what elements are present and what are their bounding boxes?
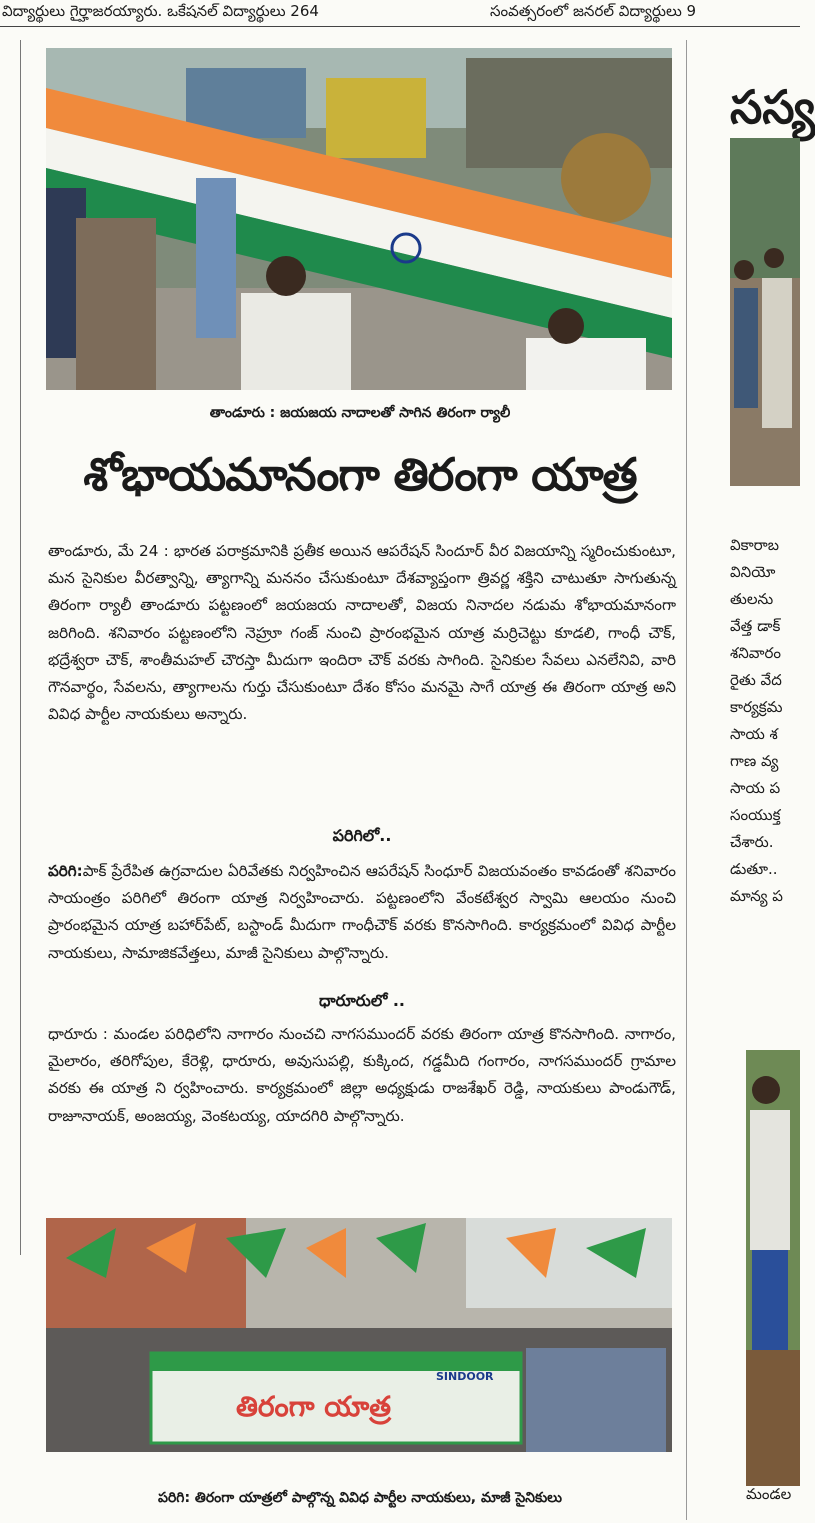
- adjacent-line: గాణ వ్య: [730, 752, 779, 770]
- adjacent-line: డుతూ..: [730, 860, 778, 878]
- column-rule-right: [686, 40, 687, 1520]
- article-headline: శోభాయమానంగా తిరంగా యాత్ర: [83, 448, 637, 501]
- adjacent-line: శనివారం: [730, 644, 782, 662]
- adjacent-line: చేశారు.: [730, 833, 774, 851]
- adjacent-line: వినియో: [730, 563, 776, 581]
- strip-right-text: సంవత్సరంలో జనరల్ విద్యార్థులు 9: [490, 2, 697, 20]
- adjacent-text-lines: [730, 532, 783, 910]
- adjacent-article: [700, 40, 815, 1523]
- previous-article-strip: [0, 0, 800, 27]
- adjacent-line: రైతు వేద: [730, 671, 782, 689]
- banner-title: తిరంగా యాత్ర: [236, 1390, 392, 1423]
- adjacent-line: వికారాబ: [730, 536, 779, 554]
- adjacent-line: మాన్య ప: [730, 887, 783, 905]
- parigi-lead: పరిగి:: [48, 862, 83, 880]
- subhead-dharur: ధారూరులో ..: [318, 991, 406, 1010]
- adjacent-bottom-text: మండల: [746, 1485, 792, 1503]
- adjacent-line: తులను: [730, 590, 774, 608]
- article-paragraph-tandur: తాండూరు, మే 24 : భారత పరాక్రమానికి ప్రతీక అయిన ఆపరేషన్ సిందూర్ వీర విజయాన్ని స్మరించుకుంటూ, మన సైనికుల వీరత్వాన్ని, త్యాగాన్ని మననం చేసుకుంటూ దేశవ్యాప్తంగా త్రివర్ణ శక్తిని చాటుతూ సాగుతున్న తిరంగా ర్యాలీ తాండూరు పట్టణంలో జయజయ నాదాలతో, విజయ నినాదల నడుమ శోభాయమానంగా జరిగింది. శనివారం పట్టణంలోని నెహ్రూ గంజ్ నుంచి ప్రారంభమైన యాత్ర మర్రిచెట్టు కూడలి, గాంధీ చౌక్, భద్రేశ్వరా చౌక్, శాంతీమహల్ చౌరస్తా మీదుగా ఇందిరా చౌక్ వరకు సాగింది. సైనికుల సేవలు ఎనలేనివి, వారి గౌనవార్థం, సేవలను, త్యాగాలను గుర్తు చేసుకుంటూ దేశం కోసం మనమై సాగే యాత్ర ఈ తిరంగా యాత్ర అని వివిధ పార్టీల నాయకులు అన్నారు.: [48, 542, 676, 724]
- rally-photo-caption: తాండూరు : జయజయ నాదాలతో సాగిన తిరంగా ర్యాలీ: [209, 405, 511, 421]
- banner-small-text: SINDOOR: [436, 1370, 494, 1383]
- adjacent-photo-bottom: [746, 1050, 800, 1486]
- parigi-text: పాక్ ప్రేరేపిత ఉగ్రవాదుల ఏరివేతకు నిర్వహించిన ఆపరేషన్ సింధూర్ విజయవంతం కావడంతో శనివారం సాయంత్రం పరిగిలో తిరంగా యాత్ర నిర్వహించారు. పట్టణంలోని వేంకటేశ్వర స్వామి ఆలయం నుంచి ప్రారంభమైన యాత్ర బహార్‌పేట్, బస్టాండ్ మీదుగా గాంధీచౌక్ వరకు కొనసాగింది. కార్యక్రమంలో వివిధ పార్టీల నాయకులు, సామాజికవేత్తలు, మాజీ సైనికులు పాల్గొన్నారు.: [48, 862, 676, 962]
- adjacent-line: వేత్త డాక్: [730, 617, 781, 635]
- adjacent-photo-top: [730, 138, 800, 486]
- parigi-photo-caption: పరిగి: తిరంగా యాత్రలో పాల్గొన్న వివిధ పార్టీల నాయకులు, మాజీ సైనికులు: [158, 1490, 562, 1506]
- adjacent-line: సాయ ప: [730, 779, 781, 797]
- rally-photo-illustration: [46, 48, 672, 390]
- parigi-group-photo: [46, 1218, 672, 1452]
- column-rule-left: [20, 40, 21, 1255]
- subhead-parigi: పరిగిలో..: [332, 826, 392, 845]
- adjacent-photo-top-illustration: [730, 138, 800, 486]
- adjacent-line: కార్యక్రమ: [730, 698, 783, 716]
- adjacent-photo-bottom-illustration: [746, 1050, 800, 1486]
- strip-left-text: విద్యార్థులు గైర్హాజరయ్యారు. ఒకేషనల్ విద్యార్థులు 264: [2, 2, 319, 20]
- article-paragraph-parigi: [48, 858, 676, 967]
- adjacent-line: సాయ శ: [730, 725, 778, 743]
- adjacent-line: సంయుక్త: [730, 806, 781, 824]
- rally-photo: [46, 48, 672, 390]
- article-paragraph-dharur: ధారూరు : మండల పరిధిలోని నాగారం నుంచచి నాగసముందర్ వరకు తిరంగా యాత్ర కొనసాగింది. నాగారం, మైలారం, తరిగోపుల, కేరెళ్లి, ధారూరు, అవుసుపల్లి, కుక్కింద, గడ్డమీది గంగారం, నాగసముందర్ గ్రామాల వరకు ఈ యాత్ర ని ర్వహించారు. కార్యక్రమంలో జిల్లా అధ్యక్షుడు రాజశేఖర్ రెడ్డి, నాయకులు పాండుగౌడ్, రాజూనాయక్, అంజయ్య, వెంకటయ్య, యాదగిరి పాల్గొన్నారు.: [48, 1025, 676, 1125]
- adjacent-headline: సస్య: [730, 80, 815, 134]
